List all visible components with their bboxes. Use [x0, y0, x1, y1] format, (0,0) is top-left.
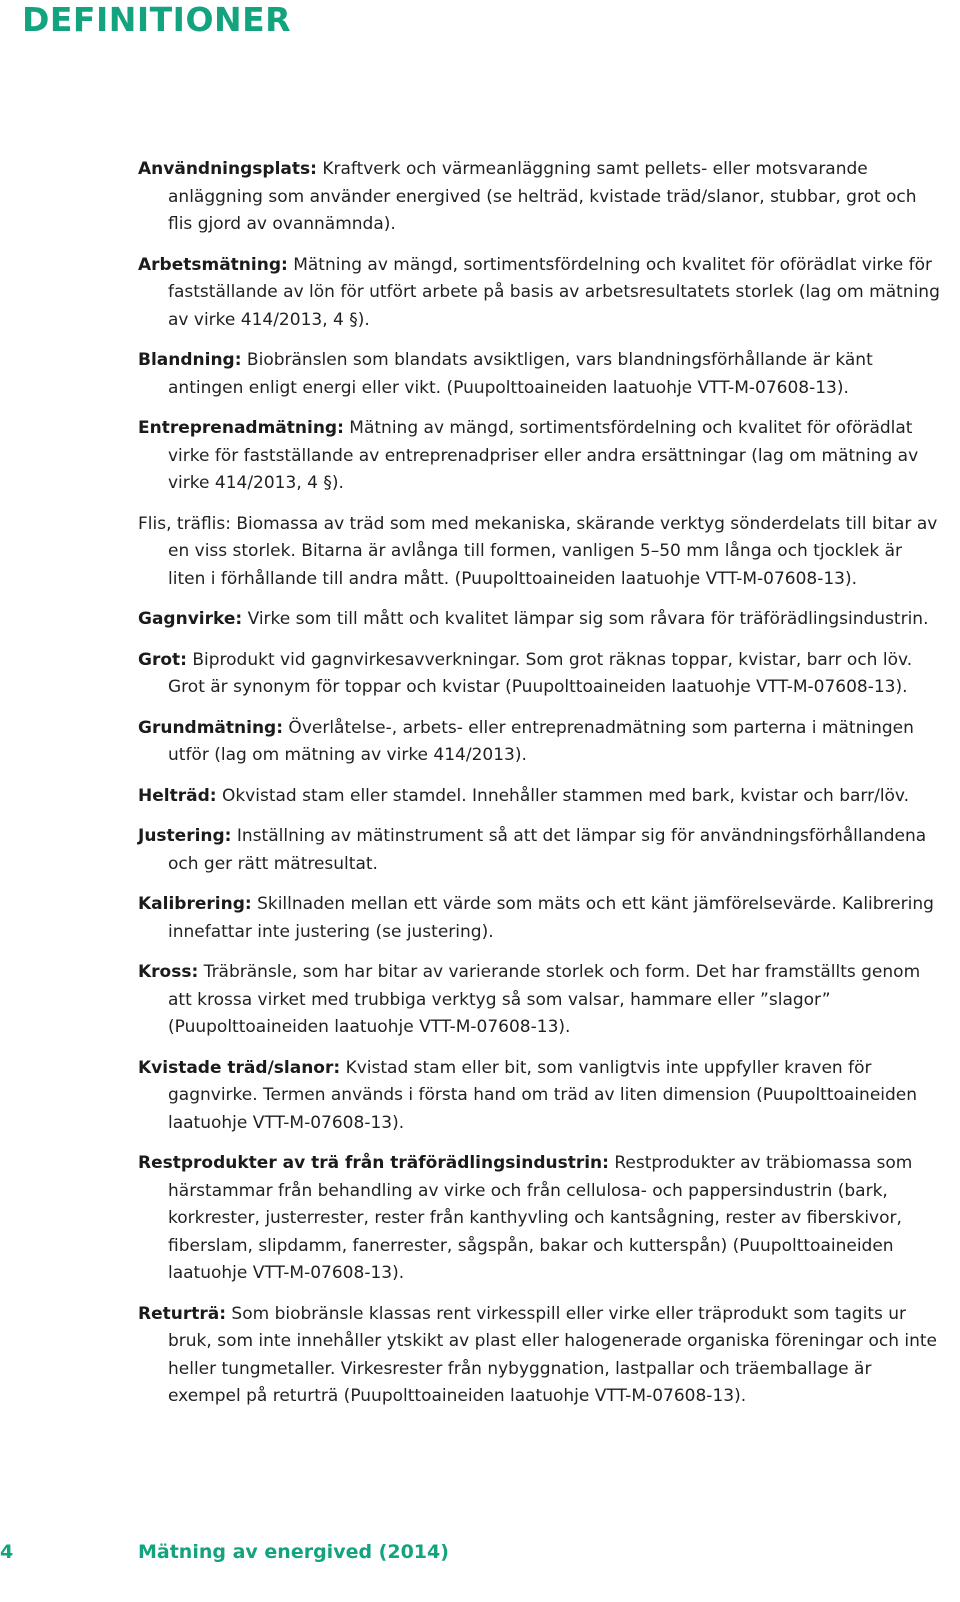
definition-text: Biprodukt vid gagnvirkesavverkningar. Som grot räknas toppar, kvistar, barr och löv. Grot är synonym för toppar och kvistar (Puupolttoaineiden laatuohje VTT-M-07608-13). [168, 649, 913, 697]
definition-text: Kvistad stam eller bit, som vanligtvis inte uppfyller kraven för gagnvirke. Termen används i första hand om träd av liten dimension (Puupolttoaineiden laatuohje VTT-M-07608-13). [168, 1057, 918, 1133]
definition-item [138, 415, 944, 498]
definition-term: Gagnvirke: [138, 609, 243, 629]
definition-text: Inställning av mätinstrument så att det lämpar sig för användningsförhållandena och ger rätt mätresultat. [168, 826, 927, 874]
definition-text: Virke som till mått och kvalitet lämpar sig som råvara för träförädlingsindustrin. [242, 609, 929, 629]
definition-term: Grundmätning: [138, 717, 284, 738]
definition-item [138, 1150, 944, 1288]
definition-text: Träbränsle, som har bitar av varierande storlek och form. Det har framställts genom att krossa virket med trubbiga verktyg så som valsar, hammare eller ”slagor” (Puupolttoaineiden laatuohje VTT-M-07608-13). [168, 962, 921, 1037]
definition-item [138, 511, 944, 594]
definition-text: Skillnaden mellan ett värde som mäts och ett känt jämförelsevärde. Kalibrering innefattar inte justering (se justering). [168, 894, 934, 942]
definition-text: Överlåtelse-, arbets- eller entreprenadmätning som parterna i mätningen utför (lag om mätning av virke 414/2013). [168, 717, 914, 765]
definition-item [138, 606, 944, 634]
definition-term: Justering: [138, 826, 232, 846]
definition-item [138, 891, 944, 946]
definition-term: Kvistade träd/slanor: [138, 1057, 341, 1078]
definition-term: Arbetsmätning: [138, 254, 288, 275]
definition-text: Som biobränsle klassas rent virkesspill eller virke eller träprodukt som tagits ur bruk, som inte innehåller ytskikt av plast eller halogenerade organiska föreningar och inte heller tungmetaller. Virkesrester från nybyggnation, lastpallar och träemballage är exempel på returträ (Puupolttoaineiden laatuohje VTT-M-07608-13). [168, 1303, 938, 1406]
definition-item [138, 1301, 944, 1411]
definition-item [138, 1055, 944, 1138]
definition-text: Biobränslen som blandats avsiktligen, vars blandningsförhållande är känt antingen enligt energi eller vikt. (Puupolttoaineiden laatuohje VTT-M-07608-13). [168, 350, 873, 398]
definition-term: Restprodukter av trä från träförädlingsindustrin: [138, 1153, 609, 1173]
definition-item [138, 959, 944, 1042]
definition-text: Okvistad stam eller stamdel. Innehåller stammen med bark, kvistar och barr/löv. [216, 785, 910, 806]
definition-item [138, 647, 944, 702]
definition-term: Helträd: [138, 785, 217, 806]
definition-term: Kross: [138, 962, 199, 982]
definition-item [138, 823, 944, 878]
definition-item [138, 715, 944, 770]
definition-item [138, 156, 944, 239]
definition-term: Användningsplats: [138, 159, 317, 179]
definition-text: Mätning av mängd, sortimentsfördelning och kvalitet för oförädlat virke för fastställande av entreprenadpriser eller andra ersättningar (lag om mätning av virke 414/2013, 4 §). [168, 418, 919, 493]
definition-term: Blandning: [138, 350, 242, 370]
footer-title: Mätning av energived (2014) [138, 1541, 449, 1563]
definition-item [138, 252, 944, 335]
definition-text: Mätning av mängd, sortimentsfördelning och kvalitet för oförädlat virke för fastställande av lön för utfört arbete på basis av arbetsresultatets storlek (lag om mätning av virke 414/2013, 4 §). [168, 254, 940, 330]
definition-term: Entreprenadmätning: [138, 418, 344, 438]
definition-item [138, 783, 944, 811]
definition-text: Restprodukter av träbiomassa som härstammar från behandling av virke och från cellulosa- och pappersindustrin (bark, korkrester, justerrester, rester från kanthyvling och kantsågning, rester av fiberskivor, fiberslam, slipdamm, fanerrester, sågspån, bakar och kutterspån) (Puupolttoaineiden laatuohje VTT-M-07608-13). [168, 1153, 913, 1283]
definition-term: Grot: [138, 649, 187, 670]
definition-item [138, 347, 944, 402]
page-title: DEFINITIONER [22, 0, 292, 39]
definitions-list [138, 156, 944, 1424]
page-number: 4 [0, 1541, 14, 1563]
definition-term: Kalibrering: [138, 894, 252, 914]
definition-term: Returträ: [138, 1303, 227, 1324]
definition-text: Kraftverk och värmeanläggning samt pellets- eller motsvarande anläggning som använder energived (se helträd, kvistade träd/slanor, stubbar, grot och flis gjord av ovannämnda). [168, 159, 917, 234]
definition-text: Flis, träflis: Biomassa av träd som med mekaniska, skärande verktyg sönderdelats till bitar av en viss storlek. Bitarna är avlånga till formen, vanligen 5–50 mm långa och tjocklek är liten i förhållande till andra mått. (Puupolttoaineiden laatuohje VTT-M-07608-13). [138, 513, 938, 589]
